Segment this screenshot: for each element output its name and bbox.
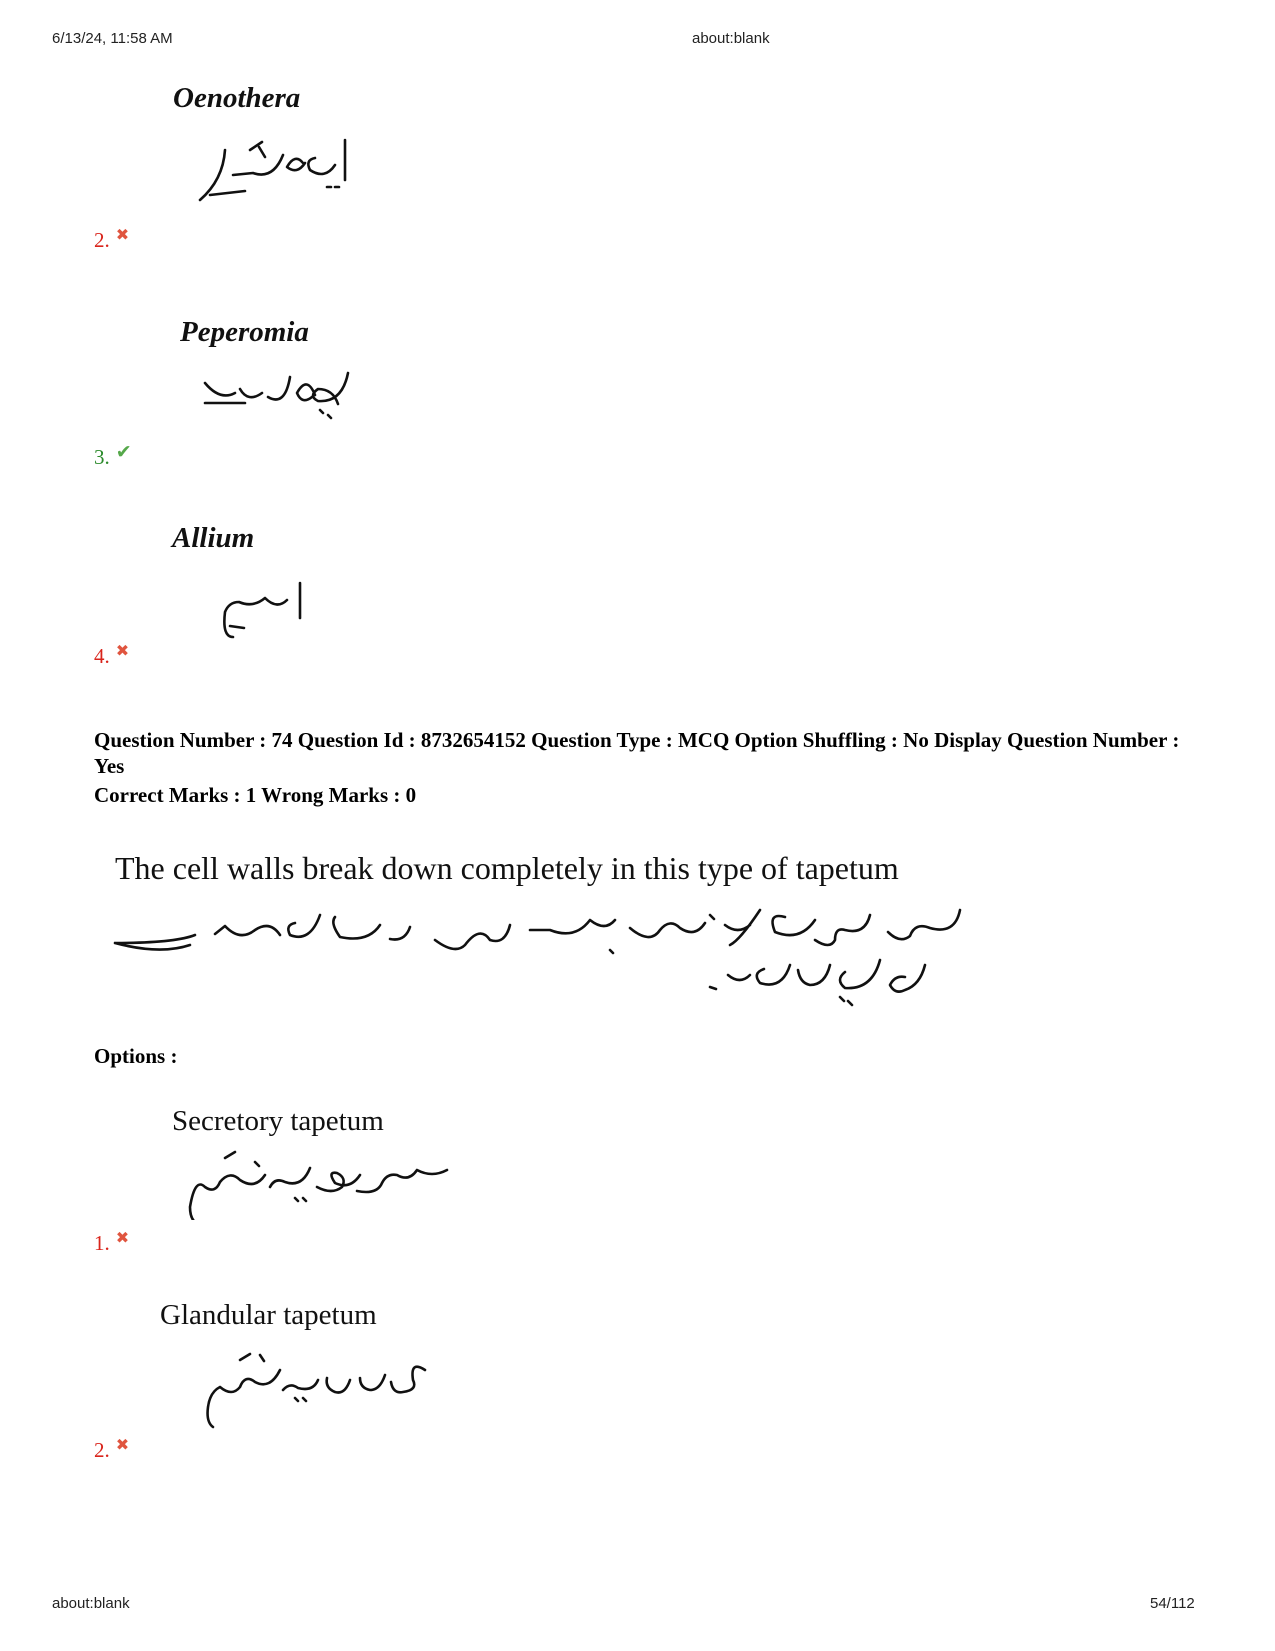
- urdu-handwriting-image: [205, 578, 315, 653]
- option-number: 2. ✖: [94, 1435, 130, 1462]
- urdu-handwriting-image: [200, 1350, 440, 1435]
- option-image-label: Allium: [172, 522, 255, 554]
- option-image-label: Secretory tapetum: [172, 1105, 384, 1137]
- print-datetime: 6/13/24, 11:58 AM: [52, 30, 173, 47]
- cross-icon: ✖: [115, 1435, 130, 1454]
- print-footer-url: about:blank: [52, 1595, 130, 1612]
- option-number: 3. ✔: [94, 440, 132, 469]
- urdu-handwriting-image: [195, 135, 355, 215]
- option-number: 4. ✖: [94, 641, 130, 668]
- cross-icon: ✖: [115, 641, 130, 660]
- urdu-handwriting-image: [110, 905, 970, 1020]
- question-marks: Correct Marks : 1 Wrong Marks : 0: [94, 783, 417, 807]
- option-image-label: Peperomia: [180, 316, 309, 348]
- print-page-title: about:blank: [692, 30, 770, 47]
- print-page-number: 54/112: [1150, 1595, 1195, 1612]
- cross-icon: ✖: [115, 1228, 130, 1247]
- options-label: Options :: [94, 1044, 178, 1068]
- option-image-label: Glandular tapetum: [160, 1299, 377, 1331]
- check-icon: ✔: [115, 440, 132, 463]
- urdu-handwriting-image: [200, 365, 360, 430]
- urdu-handwriting-image: [185, 1150, 455, 1225]
- option-number: 1. ✖: [94, 1228, 130, 1255]
- cross-icon: ✖: [115, 225, 130, 244]
- option-image-label: Oenothera: [173, 82, 301, 114]
- question-meta: Question Number : 74 Question Id : 8732654152 Question Type : MCQ Option Shuffling : No Display Question Number : Yes: [94, 728, 1180, 778]
- question-text-english: The cell walls break down completely in this type of tapetum: [115, 850, 899, 886]
- option-number: 2. ✖: [94, 225, 130, 252]
